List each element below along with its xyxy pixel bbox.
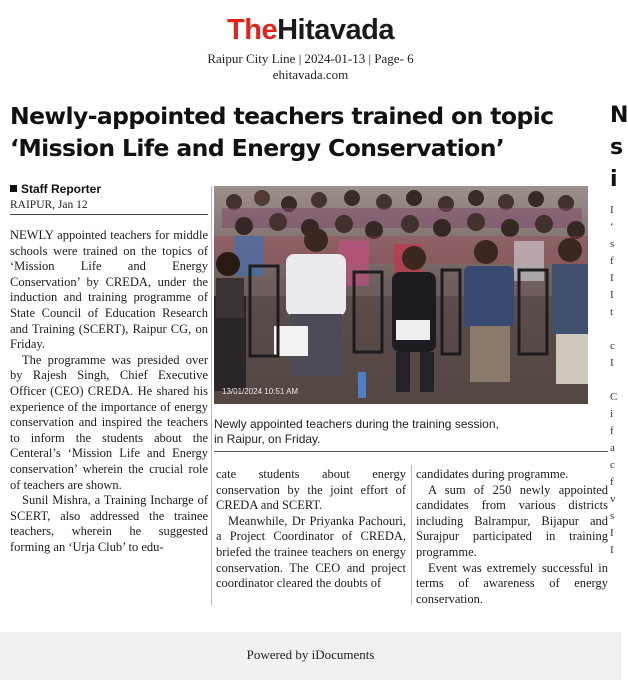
headline — [10, 100, 600, 164]
divider — [10, 214, 208, 215]
powered-by-link[interactable]: Powered by iDocuments — [246, 647, 375, 662]
paragraph-4-continued: candidates during programme. — [416, 467, 569, 481]
article-column-2 — [216, 467, 406, 592]
headline-line-2: ‘Mission Life and Energy Conservation’ — [10, 134, 505, 162]
paragraph-4: Meanwhile, Dr Priyanka Pachouri, a Project Coordinator of CREDA, briefed the trainee teachers on energy conservation. The CEO and project coordinator cleared the doubts of — [216, 513, 406, 591]
column-divider — [411, 465, 412, 605]
photo-caption — [214, 417, 594, 447]
logo-name: Hitavada — [277, 14, 394, 46]
news-photo — [214, 186, 588, 404]
caption-line-2: in Raipur, on Friday. — [214, 432, 321, 446]
paragraph-3: Sunil Mishra, a Training Incharge of SCERT, also addressed the trainee teachers, wherein he suggested forming an ‘Urja Club’ to edu- — [10, 493, 208, 554]
paragraph-3-continued: cate students about energy conservation by the joint effort of CREDA and SCERT. — [216, 467, 406, 513]
edition-line: Raipur City Line | 2024-01-13 | Page- 6 — [207, 51, 414, 66]
paragraph-1-text: appointed teachers for middle schools were trained on the topics of ‘Mission Life and Energy Conservation’ by CREDA, under the induction and training programme of State Council of Education Research and Training (SCERT), Raipur CG, on Friday. — [10, 228, 208, 352]
dateline: RAIPUR, Jan 12 — [10, 199, 88, 211]
paragraph-6: Event was extremely successful in terms of awareness of energy conservation. — [416, 560, 608, 606]
article-column-1 — [10, 228, 208, 555]
website-link[interactable]: ehitavada.com — [272, 67, 349, 82]
newspaper-logo — [0, 14, 621, 46]
paragraph-1 — [10, 228, 208, 353]
byline-text: Staff Reporter — [21, 182, 102, 196]
headline-line-1: Newly-appointed teachers trained on topic — [10, 102, 554, 130]
adjacent-article-edge: N s i I ‘ s f I I t c I C i f a c f v s I I — [610, 103, 628, 556]
paragraph-lead: NEWLY — [10, 228, 54, 242]
paragraph-2: The programme was presided over by Rajesh Singh, Chief Executive Officer (CEO) CREDA. He shared his experience of the importance of energy conservation and inspired the teachers to inform the students about the Centeral’s ‘Mission Life and Energy conservation’ wherein the crucial role of teachers are shown. — [10, 352, 208, 492]
divider — [214, 451, 608, 452]
caption-line-1: Newly appointed teachers during the training session, — [214, 417, 499, 431]
logo-the: The — [227, 14, 278, 46]
byline — [10, 182, 101, 196]
square-bullet-icon — [10, 185, 17, 192]
paragraph-5: A sum of 250 newly appointed candidates from various districts including Balrampur, Bijapur and Surajpur participated in training programme. — [416, 482, 608, 559]
photo-timestamp: 13/01/2024 10:51 AM — [222, 387, 299, 396]
article-column-3 — [416, 467, 608, 607]
column-divider — [211, 186, 212, 606]
